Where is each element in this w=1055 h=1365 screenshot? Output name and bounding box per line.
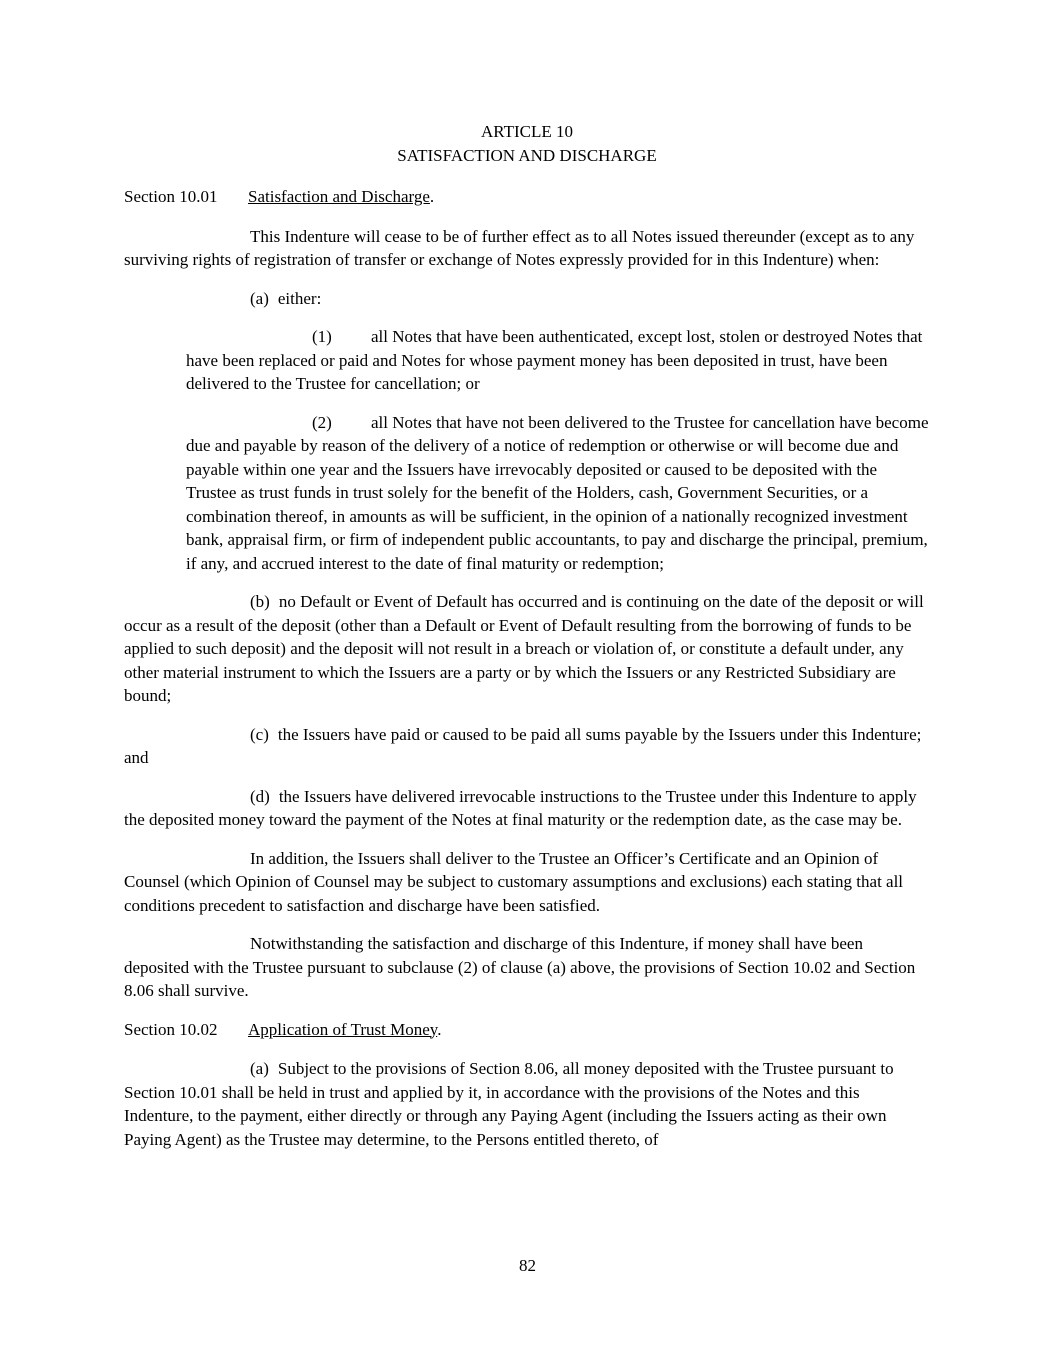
- clause-c-label: (c): [250, 724, 269, 744]
- clause-2a: [124, 1057, 930, 1151]
- clause-b-text: no Default or Event of Default has occurred and is continuing on the date of the deposit or will occur as a result of the deposit (other than a Default or Event of Default resulting from the borrowing of funds to be applied to such deposit) and the deposit will not result in a breach or violation of, or constitute a default under, any other material instrument to which the Issuers are a party or by which the Issuers or any Restricted Subsidiary are bound;: [124, 592, 924, 705]
- subclause-a2-text: all Notes that have not been delivered to the Trustee for cancellation have become due and payable by reason of the delivery of a notice of redemption or otherwise or will become due and payable within one year and the Issuers have irrevocably deposited or caused to be deposited with the Trustee as trust funds in trust solely for the benefit of the Holders, cash, Government Securities, or a combination thereof, in amounts as will be sufficient, in the opinion of a nationally recognized investment bank, appraisal firm, or firm of independent public accountants, to pay and discharge the principal, premium, if any, and accrued interest to the date of final maturity or redemption;: [186, 412, 929, 573]
- paragraph-notwithstanding: Notwithstanding the satisfaction and discharge of this Indenture, if money shall have been deposited with the Trustee pursuant to subclause (2) of clause (a) above, the provisions of Section 10.02 and Section 8.06 shall survive.: [124, 934, 916, 1000]
- section-heading-10-02: [124, 1018, 930, 1042]
- subclause-a1-text: all Notes that have been authenticated, except lost, stolen or destroyed Notes that have been replaced or paid and Notes for whose payment money has been deposited in trust, have been delivered to the Trustee for cancellation; or: [186, 327, 923, 393]
- clause-a: [124, 287, 930, 311]
- section-heading-10-01: [124, 185, 930, 209]
- clause-b: [124, 590, 930, 708]
- section-10-02-title: Application of Trust Money: [248, 1019, 438, 1039]
- subclause-a2: [186, 411, 930, 576]
- page-number: 82: [519, 1255, 536, 1275]
- article-number: ARTICLE 10: [481, 122, 573, 141]
- clause-a-text: either:: [277, 288, 322, 308]
- section-10-01-period: .: [429, 187, 435, 206]
- section-10-02-label: Section 10.02: [124, 1019, 218, 1039]
- clause-2a-text: Subject to the provisions of Section 8.06, all money deposited with the Trustee pursuant to Section 10.01 shall be held in trust and applied by it, in accordance with the provisions of the Notes and this Indenture, to the payment, either directly or through any Paying Agent (including the Issuers acting as their own Paying Agent) as the Trustee may determine, to the Persons entitled thereto, of: [124, 1059, 894, 1149]
- section-10-01-label: Section 10.01: [124, 187, 218, 206]
- paragraph-in-addition: In addition, the Issuers shall deliver to the Trustee an Officer’s Certificate and an Opinion of Counsel (which Opinion of Counsel may be subject to customary assumptions and exclusions) each stating that all conditions precedent to satisfaction and discharge have been satisfied.: [124, 848, 904, 915]
- article-heading: [124, 120, 930, 167]
- subclause-a1-label: (1): [312, 327, 332, 346]
- clause-d: [124, 785, 930, 832]
- subclause-a2-label: (2): [312, 412, 332, 432]
- clause-b-label: (b): [250, 592, 270, 611]
- clause-a-label: (a): [250, 288, 269, 308]
- clause-c-text: the Issuers have paid or caused to be paid all sums payable by the Issuers under this Indenture; and: [124, 724, 922, 767]
- clause-d-text: the Issuers have delivered irrevocable instructions to the Trustee under this Indenture to apply the deposited money toward the payment of the Notes at final maturity or the redemption date, as the case may be.: [124, 786, 917, 829]
- clause-c: [124, 723, 930, 770]
- article-title: SATISFACTION AND DISCHARGE: [397, 145, 657, 165]
- section-10-01-title: Satisfaction and Discharge: [248, 187, 430, 206]
- paragraph-intro: This Indenture will cease to be of further effect as to all Notes issued thereunder (except as to any surviving rights of registration of transfer or exchange of Notes expressly provided for in this Indenture) when:: [124, 226, 915, 269]
- clause-2a-label: (a): [250, 1059, 269, 1078]
- subclause-a1: [186, 325, 930, 396]
- section-10-02-period: .: [437, 1019, 442, 1039]
- clause-d-label: (d): [250, 786, 270, 806]
